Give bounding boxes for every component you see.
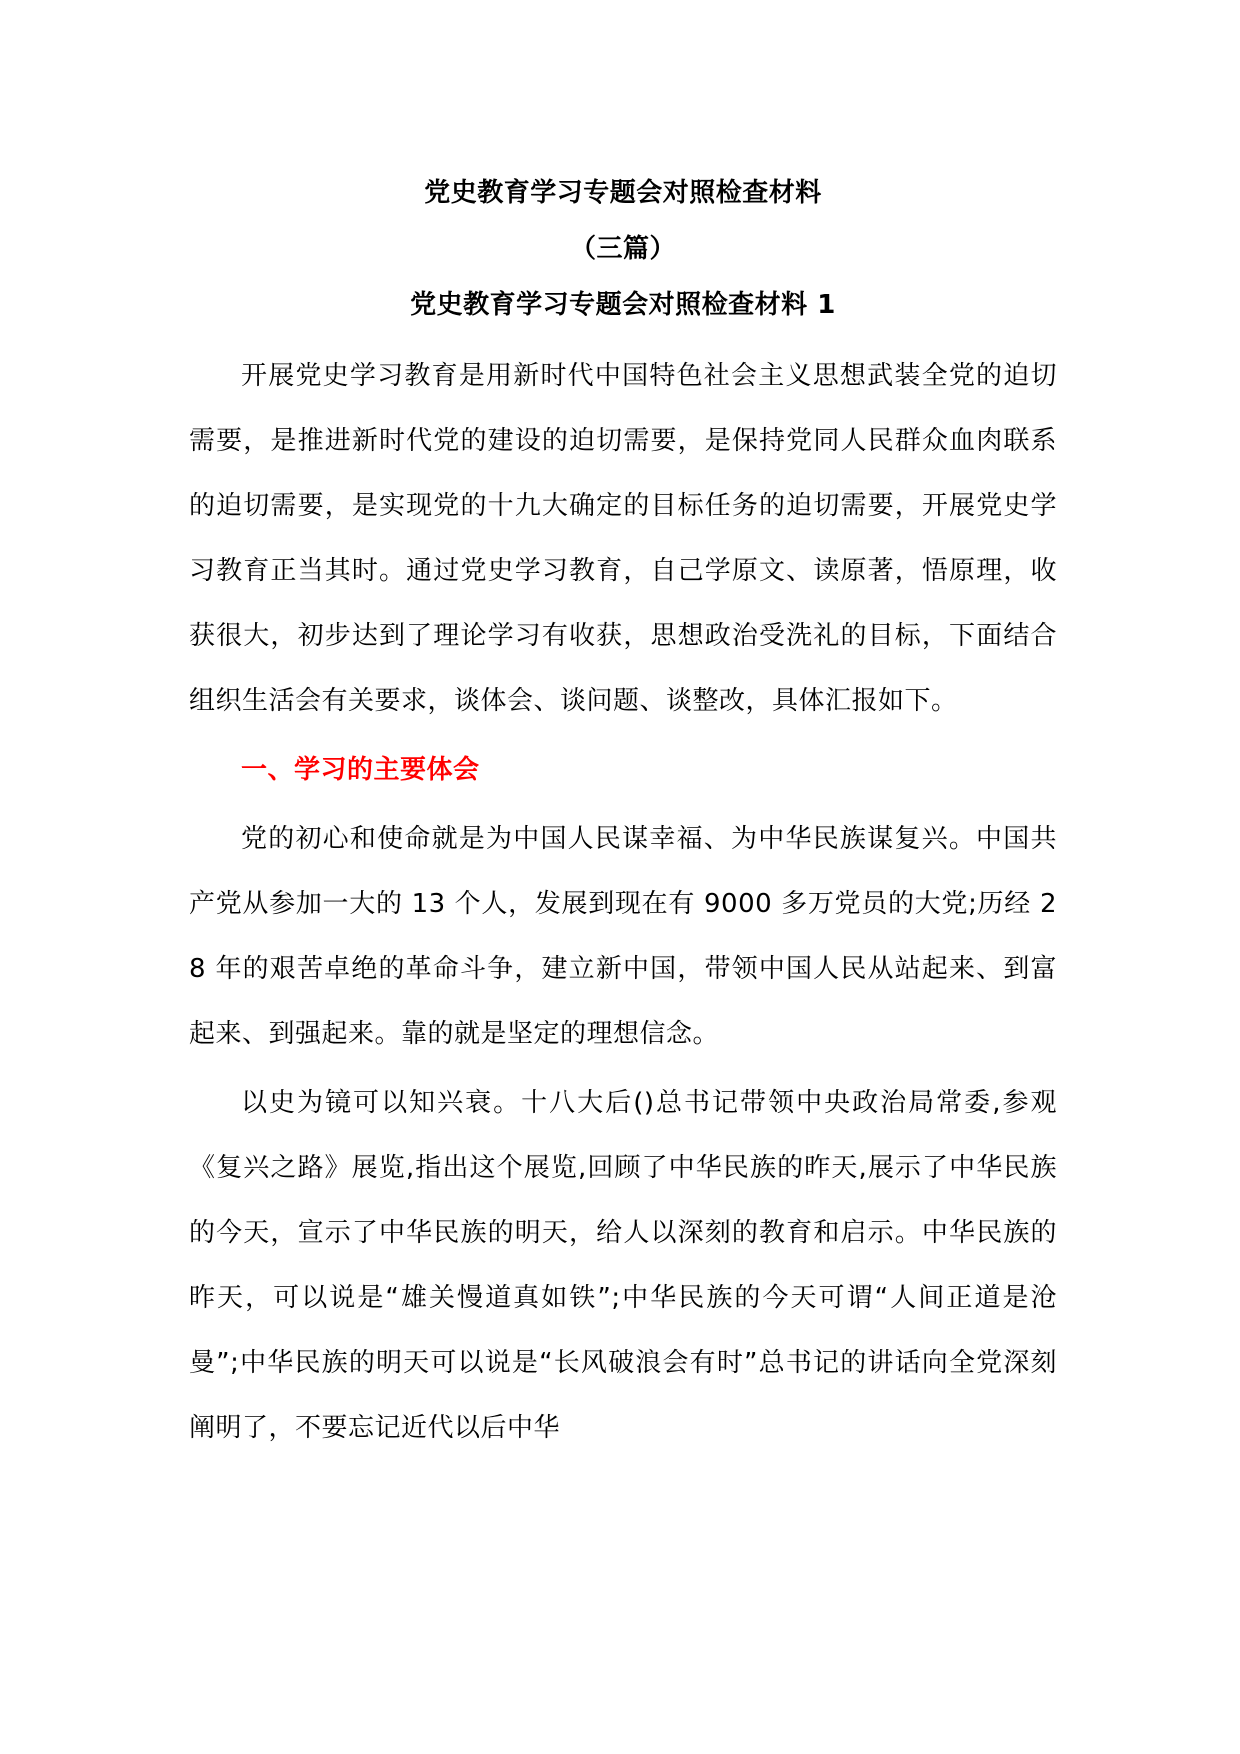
body-paragraph-1: 党的初心和使命就是为中国人民谋幸福、为中华民族谋复兴。中国共产党从参加一大的 13 个人，发展到现在有 9000 多万党员的大党;历经 28 年的艰苦卓绝的革命斗争，建立新中国，带领中国人民从站起来、到富起来、到强起来。靠的就是坚定的理想信念。 xyxy=(189,824,1057,1049)
body-paragraph-2: 以史为镜可以知兴衰。十八大后()总书记带领中央政治局常委,参观《复兴之路》展览,指出这个展览,回顾了中华民族的昨天,展示了中华民族的今天，宣示了中华民族的明天，给人以深刻的教育和启示。中华民族的昨天，可以说是“雄关慢道真如铁”;中华民族的今天可谓“人间正道是沧曼”;中华民族的明天可以说是“长风破浪会有时”总书记的讲话向全党深刻阐明了，不要忘记近代以后中华 xyxy=(189,1088,1057,1443)
document-title: 党史教育学习专题会对照检查材料 xyxy=(424,178,822,208)
document-subtitle-count: （三篇） xyxy=(569,234,676,264)
intro-paragraph: 开展党史学习教育是用新时代中国特色社会主义思想武装全党的迫切需要，是推进新时代党的建设的迫切需要，是保持党同人民群众血肉联系的迫切需要，是实现党的十九大确定的目标任务的迫切需要，开展党史学习教育正当其时。通过党史学习教育，自己学原文、读原著，悟原理，收获很大，初步达到了理论学习有收获，思想政治受洗礼的目标，下面结合组织生活会有关要求，谈体会、谈问题、谈整改，具体汇报如下。 xyxy=(189,361,1057,716)
document-body xyxy=(189,176,1057,1465)
section-heading-learning: 一、学习的主要体会 xyxy=(241,755,480,785)
section-title-1: 党史教育学习专题会对照检查材料 1 xyxy=(410,290,836,320)
